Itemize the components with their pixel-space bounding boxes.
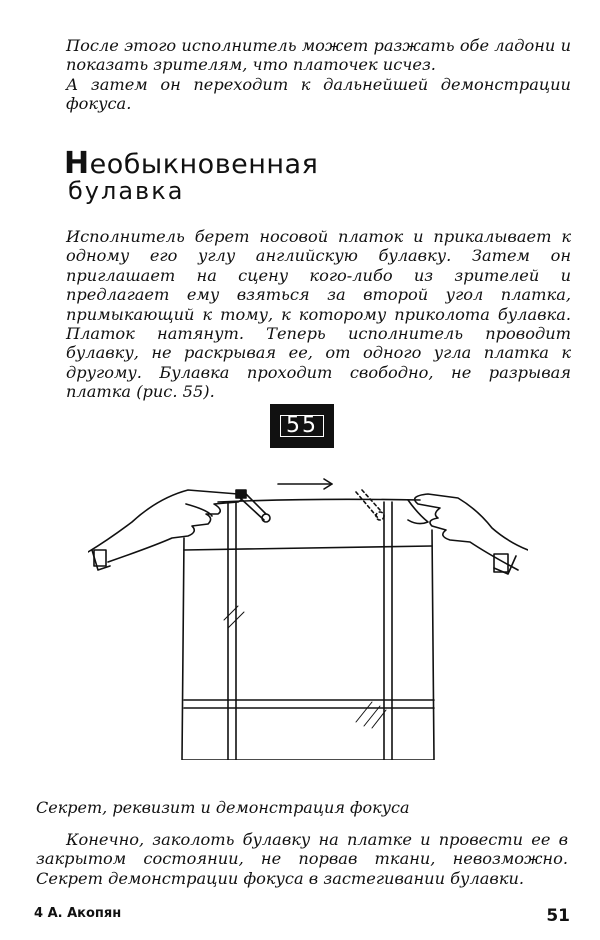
arrow-right-icon — [278, 479, 332, 489]
body-paragraph-1-text: Исполнитель берет носовой платок и прикалывает к одному его углу английскую булавку. Затем он приглашает на сцену кого-либо из зрителей и предлагает ему взяться за второй угол платка, примыкающий к тому, к которому приколота булавка. Платок натянут. Теперь исполнитель проводит булавку, не раскрывая ее, от одного угла платка к другому. Булавка проходит свободно, не разрывая платка (рис. 55). — [66, 227, 571, 402]
figure-number-badge — [270, 404, 334, 448]
handkerchief-icon — [182, 499, 434, 760]
figure-number: 55 — [280, 415, 324, 437]
body-paragraph-1 — [66, 227, 571, 402]
safety-pin-icon — [236, 490, 270, 522]
intro-text — [66, 36, 571, 114]
section-title: Секрет, реквизит и демонстрация фокуса — [36, 798, 410, 817]
intro-paragraph-2: А затем он переходит к дальнейшей демонстрации фокуса. — [66, 74, 571, 114]
right-hand-icon — [408, 494, 528, 574]
footer-signature: 4 А. Акопян — [34, 906, 122, 921]
page-number: 51 — [546, 906, 570, 926]
heading-line-2: булавка — [68, 177, 185, 205]
body-paragraph-2-text: Конечно, заколоть булавку на платке и провести ее в закрытом состоянии, не порвав ткани, невозможно. Секрет демонстрации фокуса в застегивании булавки. — [36, 830, 568, 888]
heading-initial: Н — [64, 146, 90, 181]
body-paragraph-2 — [36, 830, 568, 888]
section-heading — [64, 146, 318, 205]
figure-illustration — [88, 470, 528, 760]
intro-paragraph-1: После этого исполнитель может разжать обе ладони и показать зрителям, что платочек исчез. — [66, 36, 571, 75]
heading-line-1: еобыкновенная — [89, 149, 319, 180]
